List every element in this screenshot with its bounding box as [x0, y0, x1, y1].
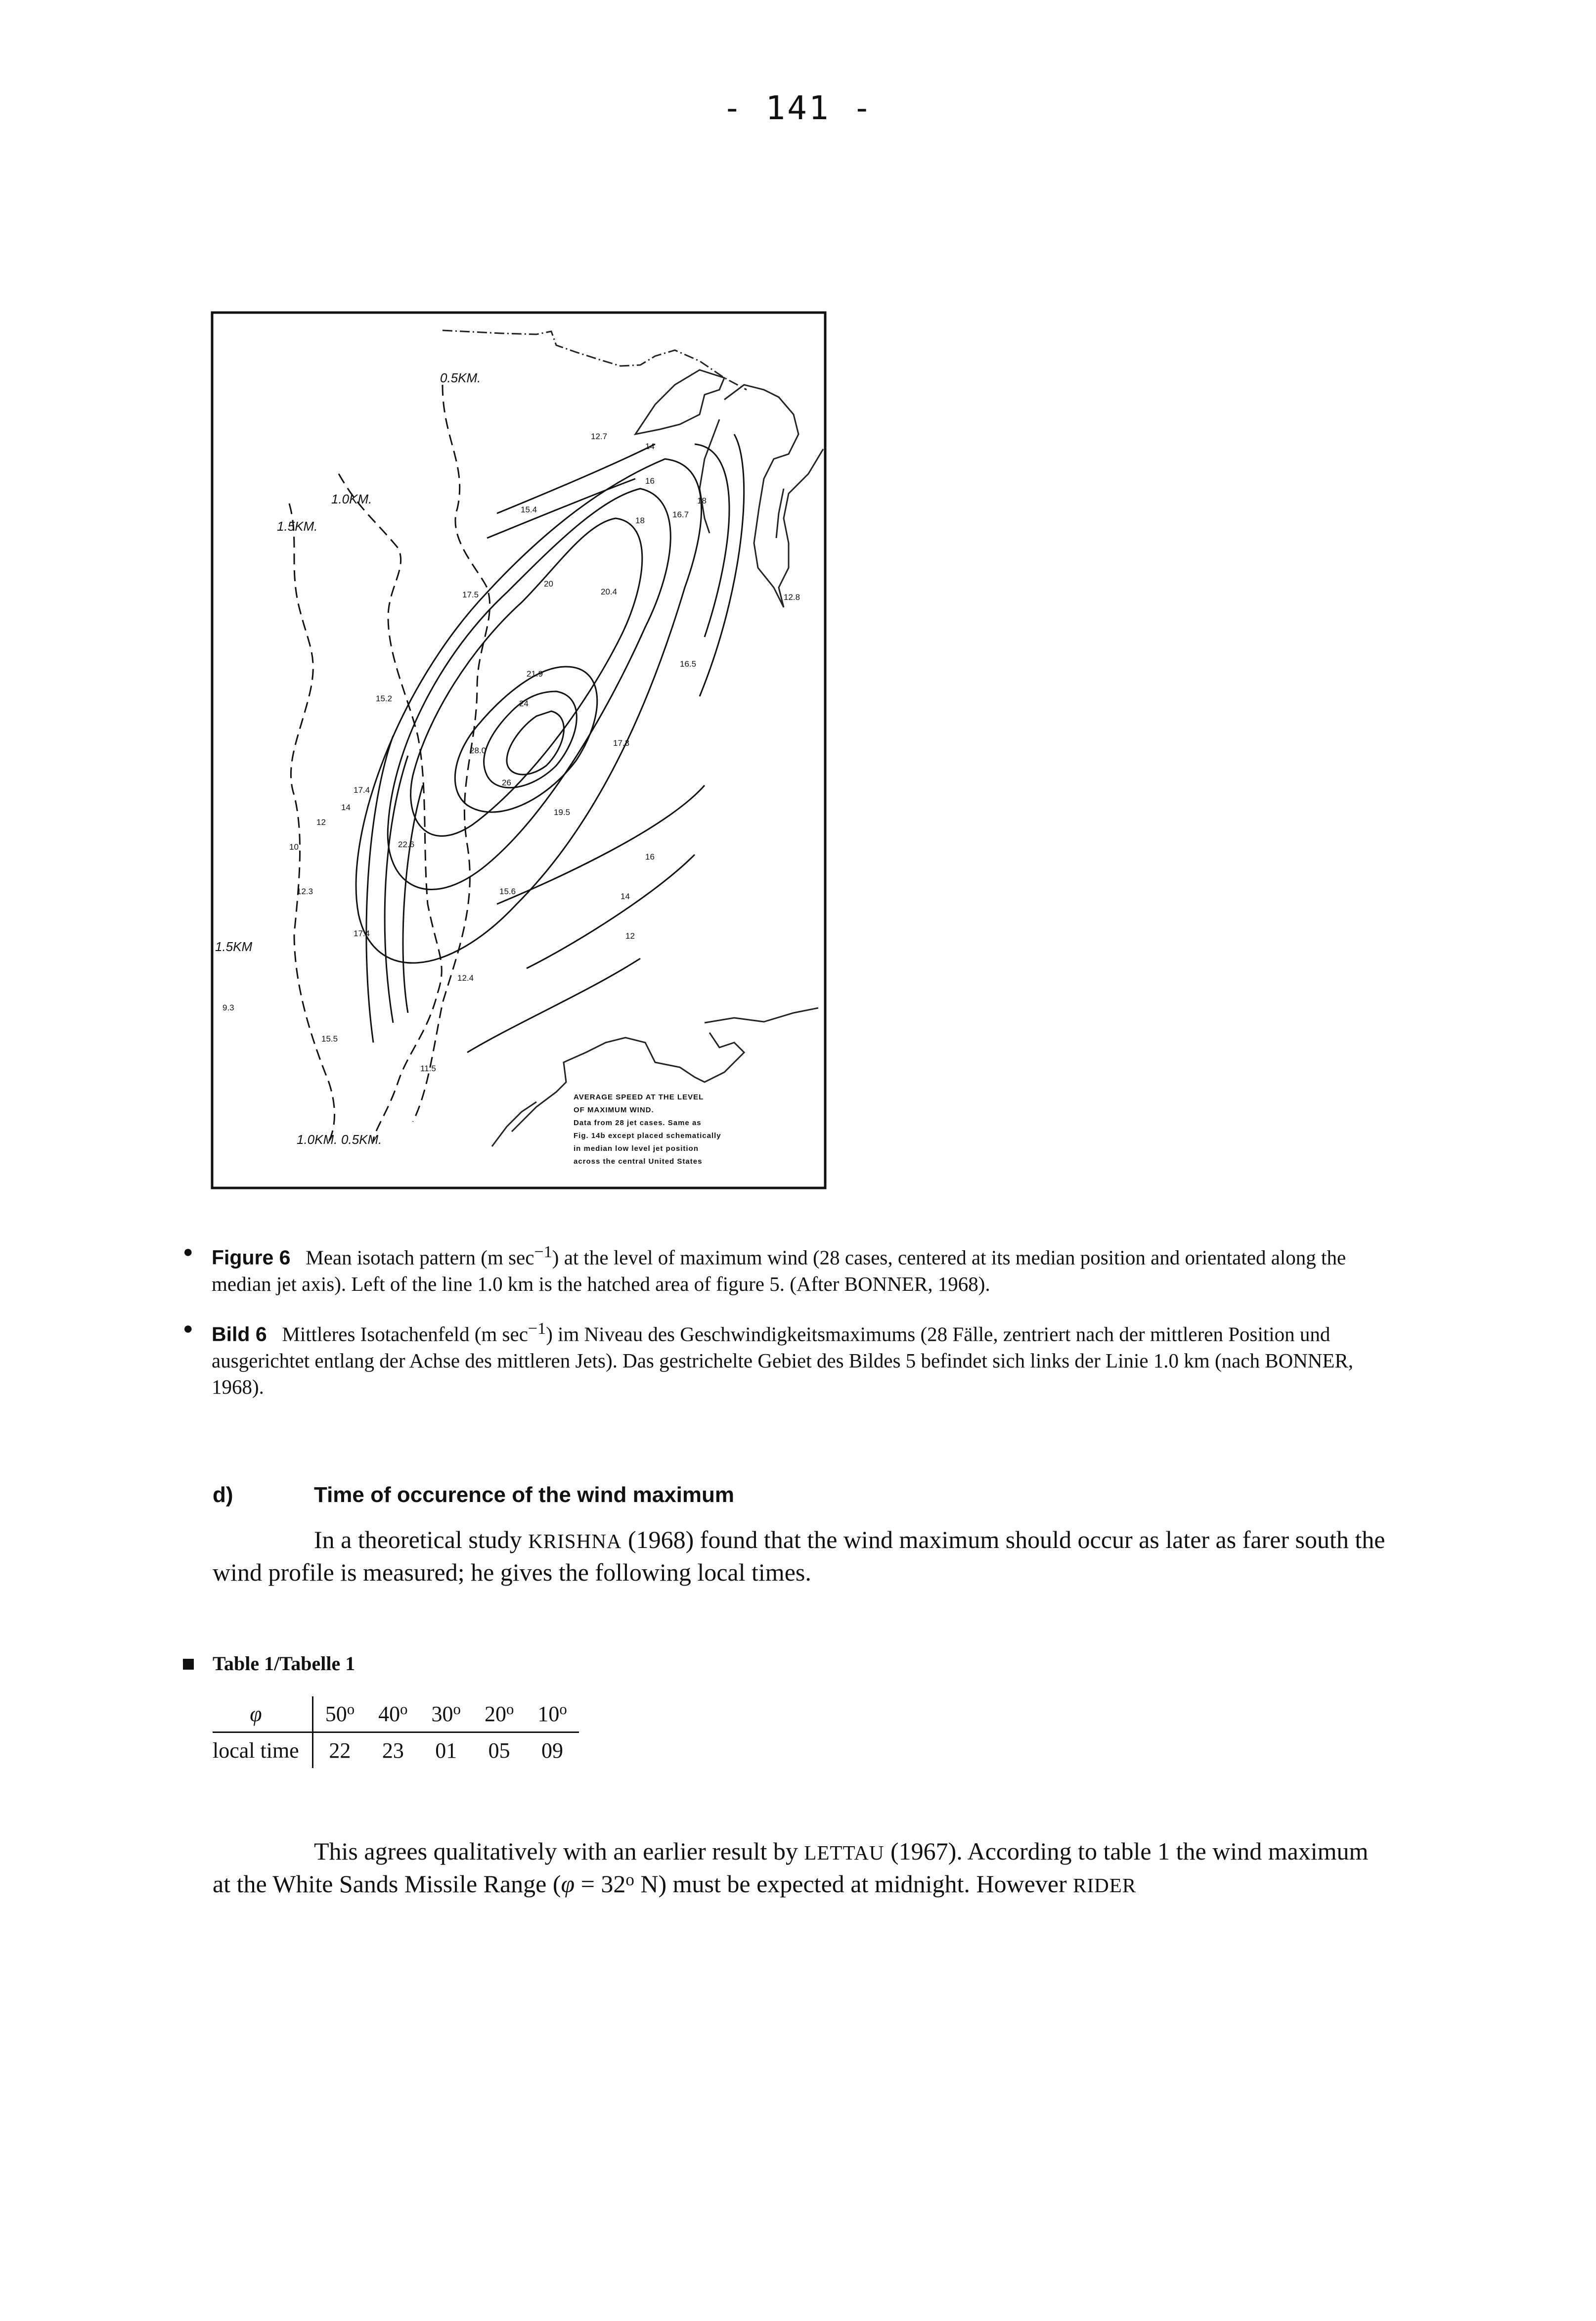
- table-row: [213, 1732, 579, 1769]
- svg-text:11.5: 11.5: [420, 1064, 436, 1073]
- table-stub-head: φ: [213, 1696, 312, 1732]
- svg-text:17.4: 17.4: [354, 929, 370, 938]
- table-header-cell: 40$^o$: [366, 1696, 419, 1732]
- svg-text:18: 18: [697, 496, 707, 505]
- figure-caption-en: ● Figure 6 Mean isotach pattern (m $\sec^{-1}$) at the level of maximum wind (28 cases, centered at its median position and orientated along the median jet axis). Left of the line 1.0 km is the hatched area of figure 5. (After BONNER, 1968).: [183, 1239, 1379, 1297]
- paragraph-krishna: In a theoretical study KRISHNA (1968) found that the wind maximum should occur as later as farer south the wind profile is measured; he gives the following local times.: [213, 1526, 1385, 1586]
- svg-text:1.5KM.: 1.5KM.: [277, 519, 318, 534]
- svg-text:15.6: 15.6: [499, 887, 516, 896]
- svg-text:1.5KM: 1.5KM: [215, 939, 253, 954]
- table-cell: 09: [541, 1738, 564, 1763]
- svg-text:20.4: 20.4: [601, 587, 618, 596]
- svg-text:in median low level jet positi: in median low level jet position: [574, 1144, 699, 1153]
- svg-text:15.2: 15.2: [376, 694, 393, 703]
- svg-text:28.0: 28.0: [470, 746, 487, 755]
- table-header-cell: 10$^o$: [526, 1696, 578, 1732]
- isotach-map-figure: [210, 311, 827, 1190]
- svg-text:16.7: 16.7: [672, 510, 689, 519]
- svg-text:Fig. 14b except placed schemat: Fig. 14b except placed schematically: [574, 1132, 721, 1140]
- svg-text:24: 24: [519, 699, 529, 708]
- figure-frame: [212, 313, 825, 1188]
- table-cell: 23: [382, 1738, 404, 1763]
- square-bullet-icon: [183, 1659, 194, 1670]
- section-heading: d) Time of occurence of the wind maximum: [213, 1483, 735, 1507]
- svg-text:14: 14: [621, 892, 630, 901]
- table-header-row: [213, 1696, 579, 1732]
- svg-text:17.3: 17.3: [613, 738, 630, 748]
- svg-text:0.5KM.: 0.5KM.: [440, 370, 481, 385]
- svg-text:16.5: 16.5: [680, 659, 697, 669]
- table-cell: 22: [329, 1738, 351, 1763]
- svg-text:18: 18: [635, 516, 645, 525]
- svg-text:17.4: 17.4: [354, 785, 370, 795]
- svg-text:12: 12: [316, 818, 326, 827]
- svg-text:22.6: 22.6: [398, 840, 415, 849]
- svg-text:9.3: 9.3: [222, 1003, 234, 1012]
- paragraph-lettau: This agrees qualitatively with an earlier result by LETTAU (1967). According to table 1 the wind maximum at the White Sands Missile Range ($\varphi = 32^o$ N) must be expected at midnight. However RIDER: [213, 1837, 1369, 1898]
- table-cell: 05: [488, 1738, 510, 1763]
- svg-text:Data from 28 jet cases. Same a: Data from 28 jet cases. Same as: [574, 1119, 702, 1127]
- svg-text:1.0KM.: 1.0KM.: [331, 492, 372, 506]
- bullet-icon: ●: [183, 1243, 193, 1261]
- svg-text:16: 16: [645, 852, 655, 862]
- svg-text:20: 20: [544, 579, 553, 589]
- table-row-label: local time: [213, 1732, 312, 1769]
- svg-text:AVERAGE SPEED AT THE LEVEL: AVERAGE SPEED AT THE LEVEL: [574, 1093, 704, 1101]
- table-local-times: [213, 1696, 579, 1768]
- caption-label: Figure 6: [212, 1246, 291, 1269]
- table-label: Table 1/Tabelle 1: [183, 1652, 355, 1675]
- caption-label: Bild 6: [212, 1322, 267, 1346]
- svg-text:15.4: 15.4: [521, 505, 537, 514]
- svg-text:across the central United Stat: across the central United States: [574, 1157, 703, 1166]
- table-header-cell: 20$^o$: [473, 1696, 526, 1732]
- svg-text:12.8: 12.8: [784, 592, 800, 602]
- table-header-cell: 30$^o$: [420, 1696, 473, 1732]
- svg-text:12.3: 12.3: [297, 887, 313, 896]
- svg-text:0.5KM.: 0.5KM.: [341, 1132, 382, 1147]
- svg-text:17.5: 17.5: [462, 590, 479, 599]
- svg-text:12.4: 12.4: [457, 973, 474, 983]
- svg-text:16: 16: [645, 476, 655, 486]
- table-header-cell: 50$^o$: [312, 1696, 366, 1732]
- svg-text:12: 12: [625, 931, 635, 941]
- table-cell: 01: [435, 1738, 457, 1763]
- svg-text:1.0KM.: 1.0KM.: [297, 1132, 338, 1147]
- bullet-icon: ●: [183, 1320, 193, 1338]
- page-number: - 141 -: [722, 89, 874, 127]
- svg-text:21.9: 21.9: [527, 669, 543, 679]
- svg-text:OF MAXIMUM WIND.: OF MAXIMUM WIND.: [574, 1106, 654, 1114]
- svg-text:26: 26: [502, 778, 511, 787]
- figure-caption-de: ● Bild 6 Mittleres Isotachenfeld (m $\sec^{-1}$) im Niveau des Geschwindigkeitsmaximums (28 Fälle, zentriert nach der mittleren Position und ausgerichtet entlang der Achse des mittleren Jets). Das gestrichelte Gebiet des Bildes 5 befindet sich links der Linie 1.0 km (nach BONNER, 1968).: [183, 1316, 1379, 1400]
- svg-text:14: 14: [645, 442, 655, 451]
- svg-text:12.7: 12.7: [591, 432, 608, 441]
- isotach-map: [210, 311, 827, 1190]
- svg-text:10: 10: [289, 842, 299, 852]
- svg-text:14: 14: [341, 803, 351, 812]
- svg-text:15.5: 15.5: [321, 1034, 338, 1044]
- svg-text:19.5: 19.5: [554, 808, 571, 817]
